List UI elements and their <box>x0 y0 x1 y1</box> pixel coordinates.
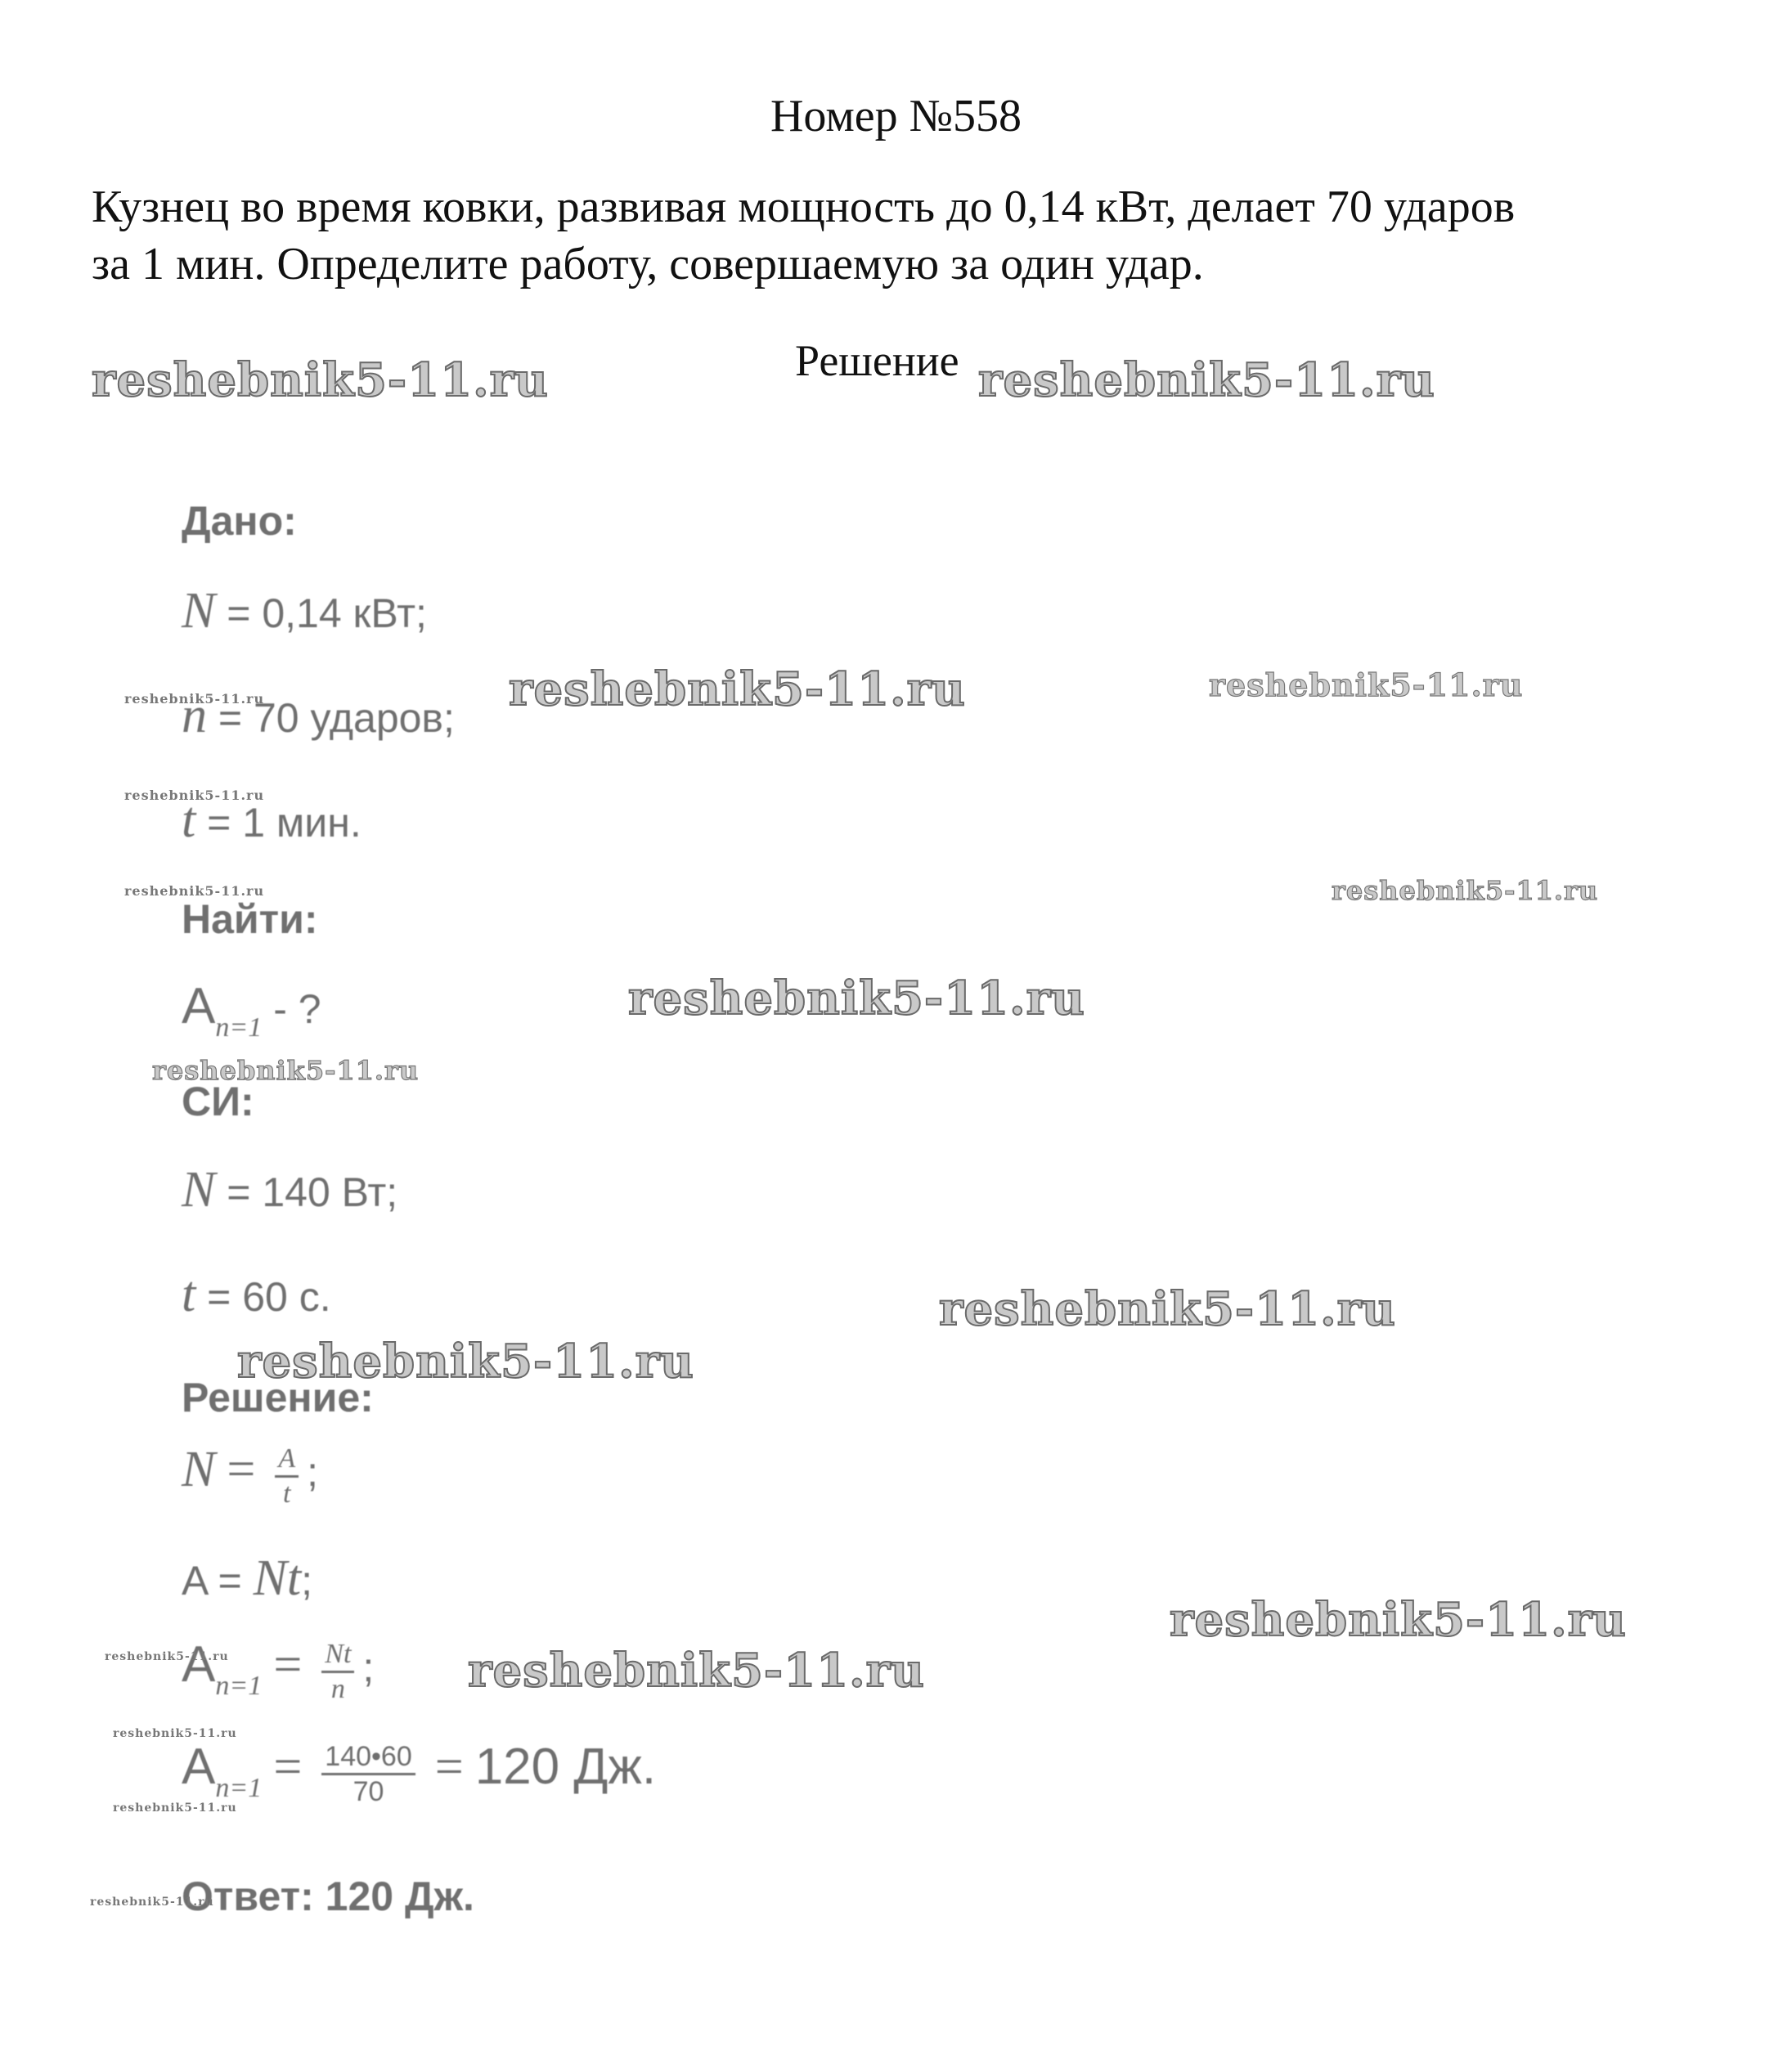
formula-lhs: A <box>182 1558 207 1604</box>
time-value: 1 мин. <box>242 800 362 846</box>
denominator: n <box>330 1674 345 1705</box>
hits-value: 70 ударов; <box>253 695 455 741</box>
watermark: reshebnik5-11.ru <box>237 1335 694 1389</box>
si-time <box>182 1266 331 1324</box>
watermark: reshebnik5-11.ru <box>939 1282 1396 1336</box>
equals-sign: = <box>434 1739 464 1795</box>
si-time-value: 60 с. <box>242 1274 331 1320</box>
semicolon: ; <box>362 1644 375 1690</box>
fraction <box>321 1740 415 1808</box>
find-item <box>182 977 321 1043</box>
power-symbol: N <box>182 1162 216 1218</box>
fraction <box>321 1638 354 1706</box>
given-power <box>182 582 427 640</box>
watermark: reshebnik5-11.ru <box>124 883 265 899</box>
watermark: reshebnik5-11.ru <box>124 787 265 803</box>
equals-sign: = <box>273 1739 303 1795</box>
page-title: Номер №558 <box>770 91 1022 141</box>
watermark: reshebnik5-11.ru <box>509 662 966 716</box>
hits-symbol: n <box>182 688 207 743</box>
semicolon: ; <box>301 1558 313 1604</box>
equals-sign: = <box>207 695 254 741</box>
fraction <box>275 1443 299 1510</box>
numerator: Nt <box>321 1638 354 1673</box>
formula-power <box>182 1441 318 1510</box>
time-symbol: t <box>182 792 196 848</box>
solution-heading: Решение <box>795 336 959 385</box>
watermark: reshebnik5-11.ru <box>1332 875 1599 906</box>
si-heading: СИ: <box>182 1079 254 1124</box>
watermark: reshebnik5-11.ru <box>105 1650 229 1663</box>
problem-line-2: за 1 мин. Определите работу, совершаемую за один удар. <box>92 239 1204 289</box>
watermark: reshebnik5-11.ru <box>152 1055 420 1086</box>
equals-sign: = <box>273 1637 303 1693</box>
numerator: 140•60 <box>321 1740 415 1775</box>
watermark: reshebnik5-11.ru <box>113 1727 237 1740</box>
watermark: reshebnik5-11.ru <box>113 1801 237 1815</box>
answer <box>182 1873 474 1920</box>
formula-lhs: A <box>182 1739 216 1795</box>
result-value: 120 Дж. <box>474 1739 657 1795</box>
find-heading: Найти: <box>182 896 318 942</box>
problem-line-1: Кузнец во время ковки, развивая мощность до 0,14 кВт, делает 70 ударов <box>92 182 1516 232</box>
answer-text: Ответ: 120 Дж. <box>182 1873 474 1919</box>
denominator: 70 <box>353 1776 384 1808</box>
formula-lhs: A <box>182 1636 216 1693</box>
watermark: reshebnik5-11.ru <box>978 353 1435 407</box>
equals-sign: = <box>195 800 243 846</box>
semicolon: ; <box>307 1449 319 1495</box>
power-value: 0,14 кВт; <box>262 590 427 636</box>
formula-calculation <box>182 1738 656 1808</box>
equals-sign: = <box>206 1558 254 1604</box>
equals-sign: = <box>215 1169 263 1215</box>
formula-subscript: n=1 <box>215 1773 263 1803</box>
watermark: reshebnik5-11.ru <box>124 691 265 707</box>
formula-work-per-hit <box>182 1635 374 1706</box>
work-subscript: n=1 <box>215 1012 263 1043</box>
equals-sign: = <box>227 1442 256 1497</box>
denominator: t <box>282 1478 291 1510</box>
formula-rhs: Nt <box>253 1550 302 1606</box>
work-symbol: A <box>182 978 216 1034</box>
solution-subheading: Решение: <box>182 1375 374 1420</box>
problem-statement <box>92 178 1515 293</box>
si-power <box>182 1161 397 1219</box>
watermark: reshebnik5-11.ru <box>1170 1593 1627 1647</box>
watermark: reshebnik5-11.ru <box>1209 666 1524 703</box>
equals-sign: = <box>215 590 263 636</box>
power-symbol: N <box>182 583 216 639</box>
given-heading: Дано: <box>182 498 297 544</box>
si-power-value: 140 Вт; <box>262 1169 398 1215</box>
equals-sign: = <box>195 1274 243 1320</box>
numerator: A <box>275 1443 299 1478</box>
watermark: reshebnik5-11.ru <box>92 353 549 407</box>
formula-subscript: n=1 <box>215 1671 263 1701</box>
formula-work <box>182 1550 312 1608</box>
time-symbol: t <box>182 1267 196 1322</box>
watermark: reshebnik5-11.ru <box>90 1896 214 1909</box>
find-question: - ? <box>262 986 321 1032</box>
formula-lhs: N <box>182 1442 216 1497</box>
watermark: reshebnik5-11.ru <box>468 1644 925 1698</box>
watermark: reshebnik5-11.ru <box>628 971 1085 1025</box>
